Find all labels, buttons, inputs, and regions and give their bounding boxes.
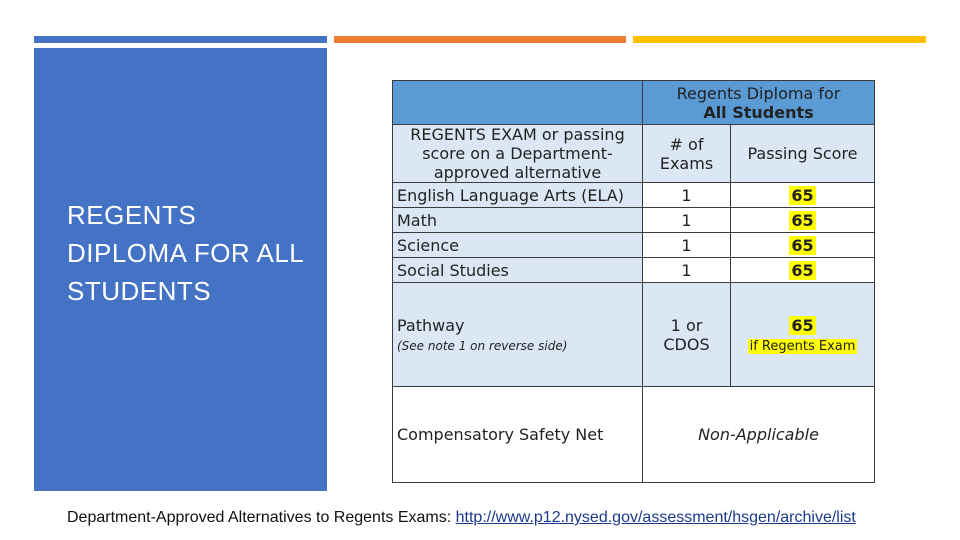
count-cell: 1 [643,258,731,283]
footer [67,509,856,527]
header-blank-cell [393,81,643,125]
subject-cell: Social Studies [393,258,643,283]
exam-header: REGENTS EXAM or passing score on a Department-approved alternative [393,125,643,183]
slide-title: REGENTS DIPLOMA FOR ALL STUDENTS [67,200,304,306]
accent-bar-orange [334,36,626,43]
safety-net-row [393,387,875,483]
num-exams-header: # of Exams [643,125,731,183]
passing-score-header: Passing Score [731,125,875,183]
footer-text: Department-Approved Alternatives to Regents Exams: [67,509,452,526]
pathway-row [393,283,875,387]
diploma-header-line1: Regents Diploma for [676,83,841,103]
diploma-header-cell [643,81,875,125]
safety-net-value: Non-Applicable [643,387,875,483]
subject-cell: English Language Arts (ELA) [393,183,643,208]
regents-table [392,80,875,483]
count-cell: 1 [643,183,731,208]
accent-bar-blue [34,36,327,43]
footer-link[interactable]: http://www.p12.nysed.gov/assessment/hsgen/archive/list [455,509,856,526]
score-cell: 65 [791,260,814,280]
subject-cell: Math [393,208,643,233]
count-cell: 1 [643,233,731,258]
count-cell: 1 [643,208,731,233]
table-row [393,208,875,233]
table-row [393,183,875,208]
pathway-count-cell [643,283,731,387]
pathway-score-note: if Regents Exam [749,338,856,354]
table-header-row [393,125,875,183]
diploma-header-line2: All Students [703,102,814,122]
pathway-score-cell [731,283,875,387]
title-panel [34,48,327,491]
pathway-score: 65 [791,315,814,335]
pathway-count-line1: 1 or [670,315,703,335]
pathway-label: Pathway [397,316,465,335]
table-row [393,233,875,258]
pathway-cell [393,283,643,387]
score-cell: 65 [791,185,814,205]
accent-bar-gold [633,36,926,43]
score-cell: 65 [791,210,814,230]
subject-cell: Science [393,233,643,258]
pathway-count-line2: CDOS [663,334,710,354]
table-row [393,258,875,283]
table-header-top-row [393,81,875,125]
pathway-note: (See note 1 on reverse side) [397,339,568,353]
score-cell: 65 [791,235,814,255]
safety-net-label: Compensatory Safety Net [393,387,643,483]
